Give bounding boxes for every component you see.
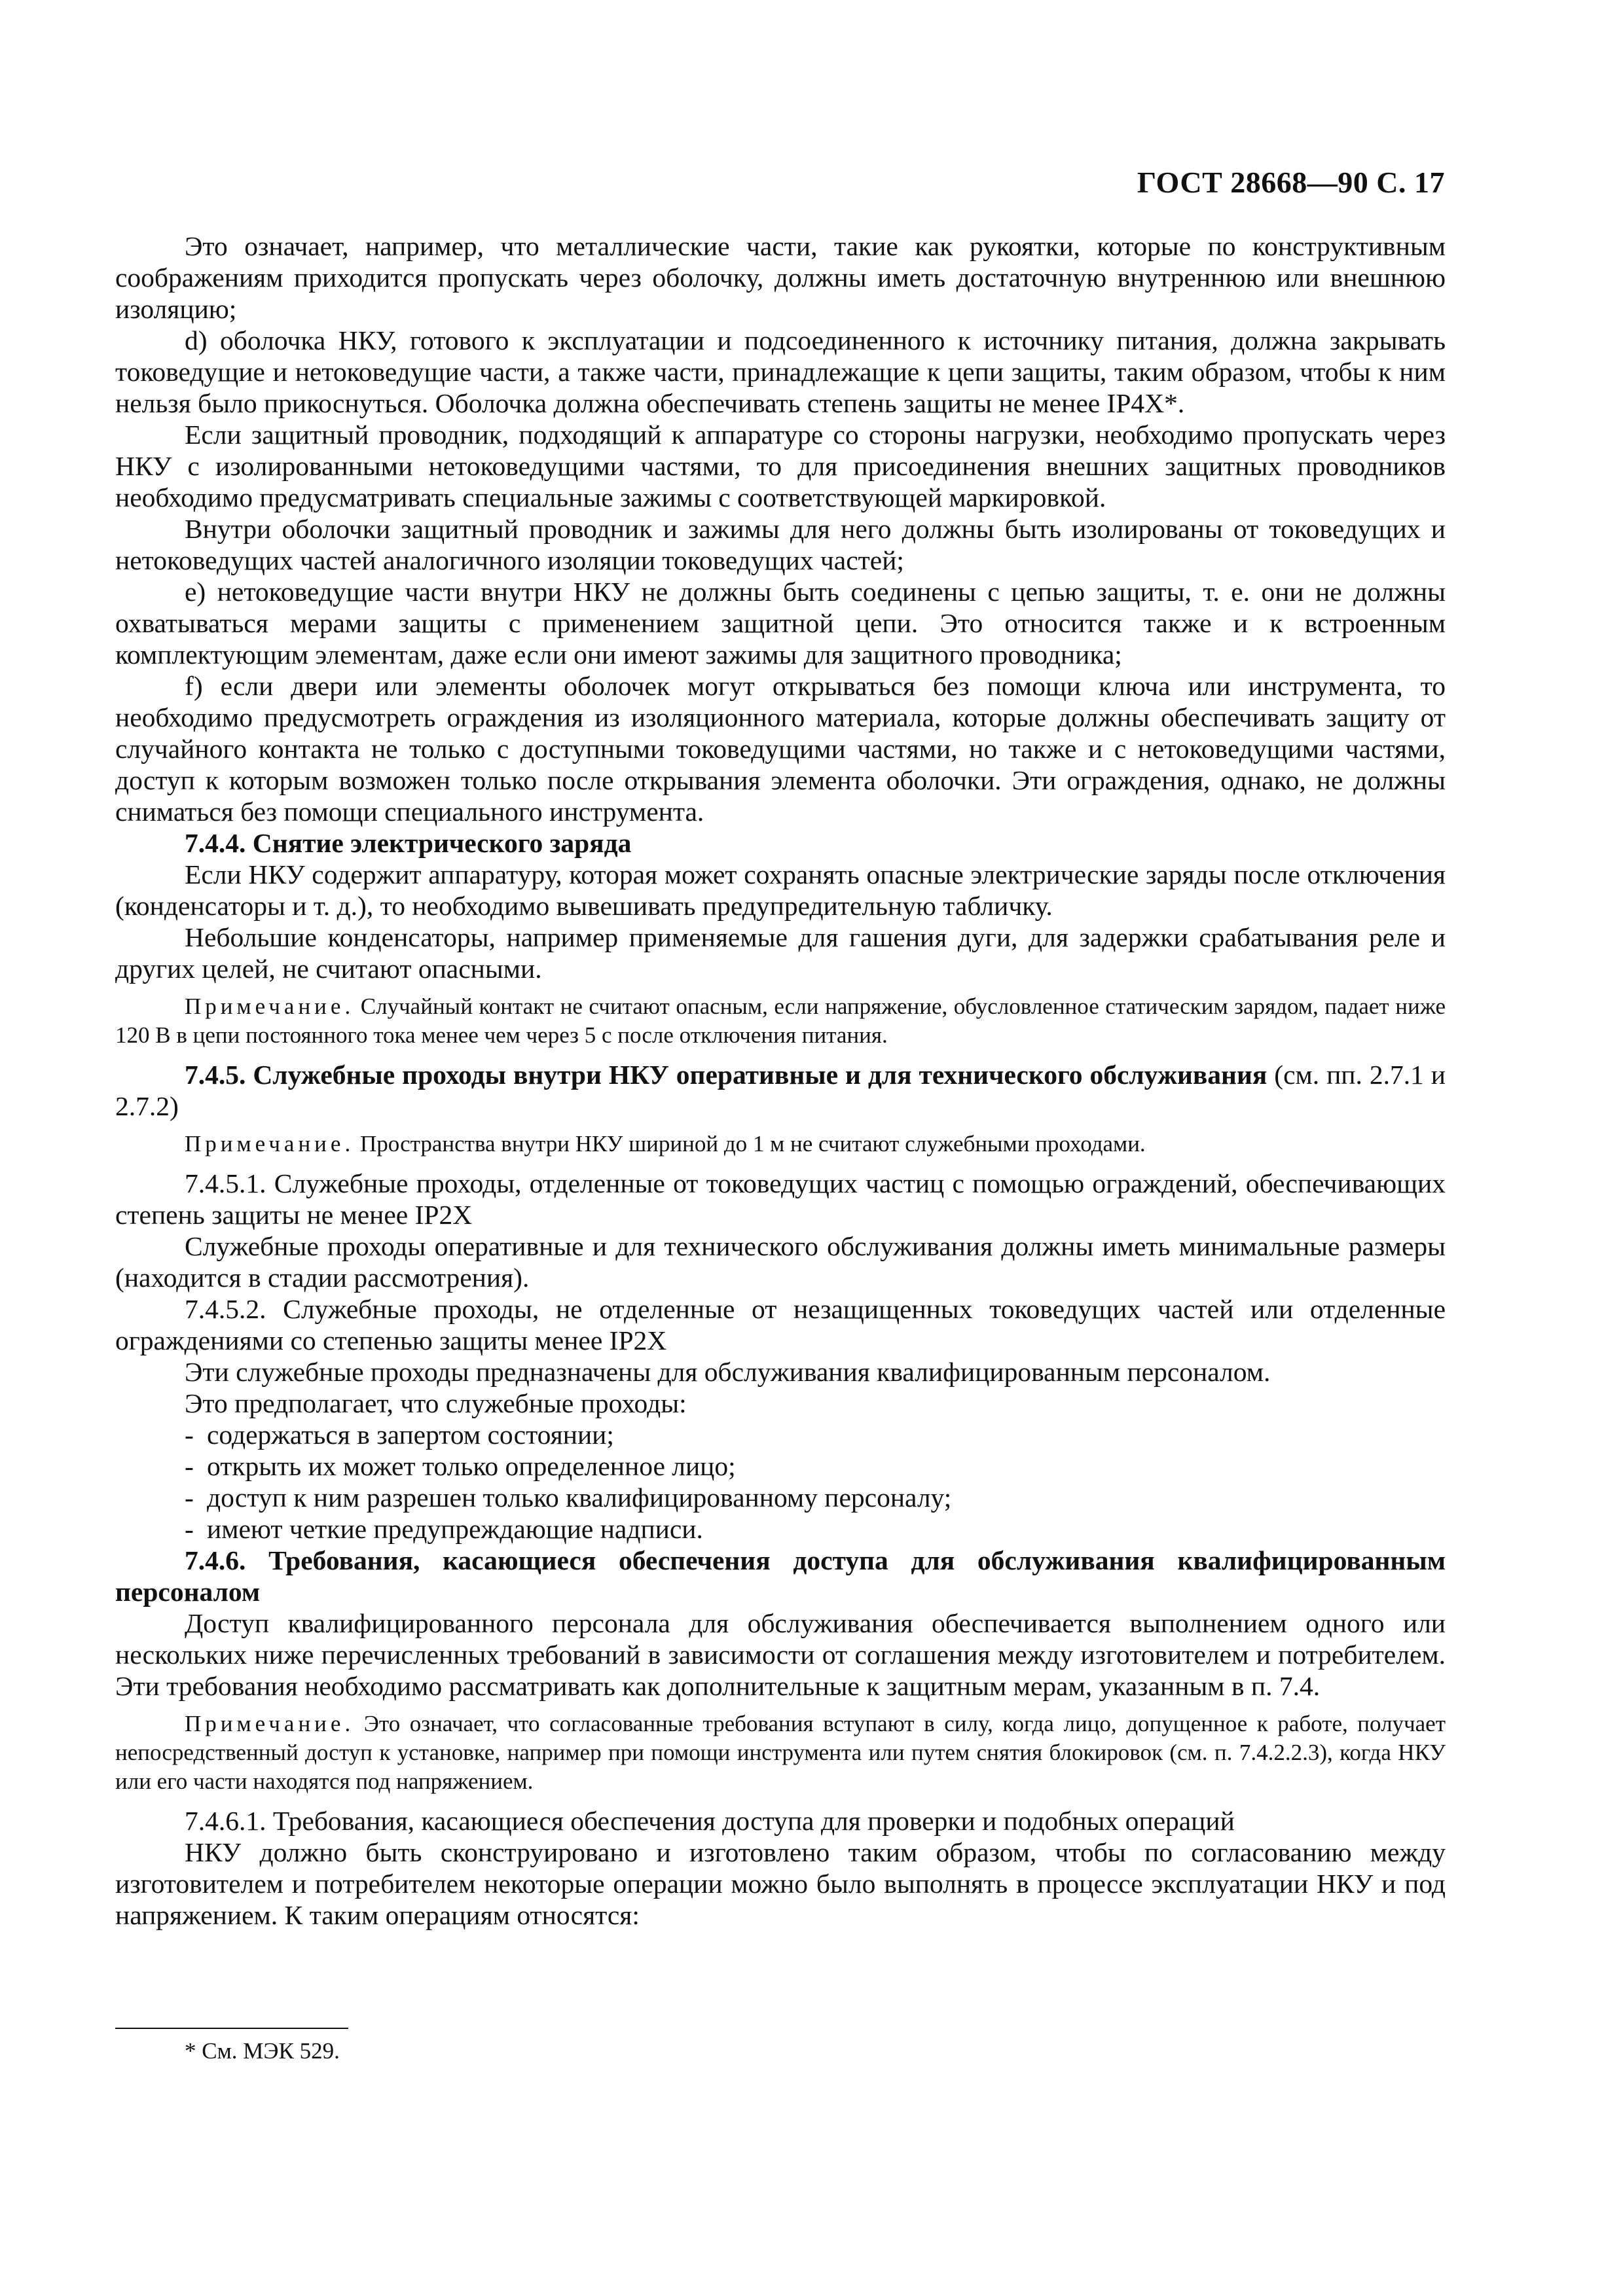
- list-item: [115, 1419, 1446, 1450]
- note-label: Примечание.: [185, 1131, 355, 1157]
- paragraph: Небольшие конденсаторы, например применяемые для гашения дуги, для задержки срабатывания реле и других целей, не считают опасными.: [115, 922, 1446, 984]
- section-heading: 7.4.4. Снятие электрического заряда: [185, 828, 632, 858]
- list-item: [115, 1513, 1446, 1545]
- paragraph: Доступ квалифицированного персонала для обслуживания обеспечивается выполнением одного или нескольких ниже перечисленных требований в зависимости от соглашения между изготовителем и потребителем. Эти требования необходимо рассматривать как дополнительные к защитным мерам, указанным в п. 7.4.: [115, 1608, 1446, 1701]
- section-heading: 7.4.6. Требования, касающиеся обеспечения доступа для обслуживания квалифицированным персоналом: [115, 1545, 1446, 1607]
- list-item: [115, 1450, 1446, 1482]
- paragraph: Внутри оболочки защитный проводник и зажимы для него должны быть изолированы от токоведущих и нетоковедущих частей аналогичного изоляции токоведущих частей;: [115, 514, 1446, 575]
- note-text: Пространства внутри НКУ шириной до 1 м не считают служебными проходами.: [354, 1131, 1146, 1157]
- list-item-text: доступ к ним разрешен только квалифицированному персоналу;: [207, 1482, 952, 1513]
- section-heading-reference: (см. пп. 2.7.1 и 2.7.2): [115, 1060, 1446, 1121]
- paragraph: 7.4.6.1. Требования, касающиеся обеспечения доступа для проверки и подобных операций: [185, 1806, 1235, 1836]
- page-header: ГОСТ 28668—90 С. 17: [1137, 166, 1445, 199]
- dash-bullet-icon: -: [185, 1514, 194, 1544]
- note-label: Примечание.: [185, 1711, 355, 1736]
- paragraph: Эти служебные проходы предназначены для обслуживания квалифицированным персоналом.: [185, 1357, 1271, 1387]
- bullet-list: [115, 1419, 1446, 1545]
- footnote: * См. МЭК 529.: [185, 2038, 340, 2064]
- paragraph: Это предполагает, что служебные проходы:: [185, 1388, 687, 1418]
- note: [115, 992, 1446, 1050]
- section-heading-title: 7.4.5. Служебные проходы внутри НКУ оперативные и для технического обслуживания: [185, 1060, 1267, 1090]
- dash-bullet-icon: -: [185, 1420, 194, 1450]
- note: [115, 1710, 1446, 1796]
- list-item-text: содержаться в запертом состоянии;: [207, 1420, 614, 1450]
- paragraph: d) оболочка НКУ, готового к эксплуатации и подсоединенного к источнику питания, должна закрывать токоведущие и нетоковедущие части, а также части, принадлежащие к цепи защиты, таким образом, чтобы к ним нельзя было прикоснуться. Оболочка должна обеспечивать степень защиты не менее IP4X*.: [115, 325, 1446, 418]
- paragraph: Если защитный проводник, подходящий к аппаратуре со стороны нагрузки, необходимо пропускать через НКУ с изолированными нетоковедущими частями, то для присоединения внешних защитных проводников необходимо предусматривать специальные зажимы с соответствующей маркировкой.: [115, 420, 1446, 512]
- list-item-text: открыть их может только определенное лицо;: [207, 1451, 736, 1481]
- note-text: Случайный контакт не считают опасным, если напряжение, обусловленное статическим зарядом, падает ниже 120 В в цепи постоянного тока менее чем через 5 с после отключения питания.: [115, 994, 1446, 1048]
- paragraph: Если НКУ содержит аппаратуру, которая может сохранять опасные электрические заряды после отключения (конденсаторы и т. д.), то необходимо вывешивать предупредительную табличку.: [115, 859, 1446, 921]
- document-body: [115, 230, 1446, 1931]
- list-item-text: имеют четкие предупреждающие надписи.: [207, 1514, 703, 1544]
- section-heading: [115, 1059, 1446, 1122]
- note: [115, 1130, 1446, 1158]
- note-label: Примечание.: [185, 994, 355, 1019]
- paragraph: НКУ должно быть сконструировано и изготовлено таким образом, чтобы по согласованию между изготовителем и потребителем некоторые операции можно было выполнять в процессе эксплуатации НКУ и под напряжением. К таким операциям относятся:: [115, 1837, 1446, 1930]
- paragraph: e) нетоковедущие части внутри НКУ не должны быть соединены с цепью защиты, т. е. они не должны охватываться мерами защиты с применением защитной цепи. Это относится также и к встроенным комплектующим элементам, даже если они имеют зажимы для защитного проводника;: [115, 577, 1446, 670]
- paragraph: Служебные проходы оперативные и для технического обслуживания должны иметь минимальные размеры (находится в стадии рассмотрения).: [115, 1231, 1446, 1293]
- paragraph: f) если двери или элементы оболочек могут открываться без помощи ключа или инструмента, то необходимо предусмотреть ограждения из изоляционного материала, которые должны обеспечивать защиту от случайного контакта не только с доступными токоведущими частями, но также и с нетоковедущими частями, доступ к которым возможен только после открывания элемента оболочки. Эти ограждения, однако, не должны сниматься без помощи специального инструмента.: [115, 671, 1446, 827]
- paragraph: Это означает, например, что металлические части, такие как рукоятки, которые по конструктивным соображениям приходится пропускать через оболочку, должны иметь достаточную внутреннюю или внешнюю изоляцию;: [115, 231, 1446, 324]
- note-text: Это означает, что согласованные требования вступают в силу, когда лицо, допущенное к работе, получает непосредственный доступ к установке, например при помощи инструмента или путем снятия блокировок (см. п. 7.4.2.2.3), когда НКУ или его части находятся под напряжением.: [115, 1711, 1446, 1794]
- footnote-divider: [115, 2028, 348, 2029]
- paragraph: 7.4.5.1. Служебные проходы, отделенные от токоведущих частиц с помощью ограждений, обеспечивающих степень защиты не менее IP2X: [115, 1168, 1446, 1230]
- list-item: [115, 1482, 1446, 1513]
- dash-bullet-icon: -: [185, 1451, 194, 1481]
- paragraph: 7.4.5.2. Служебные проходы, не отделенные от незащищенных токоведущих частей или отделенные ограждениями со степенью защиты менее IP2X: [115, 1294, 1446, 1355]
- dash-bullet-icon: -: [185, 1482, 194, 1513]
